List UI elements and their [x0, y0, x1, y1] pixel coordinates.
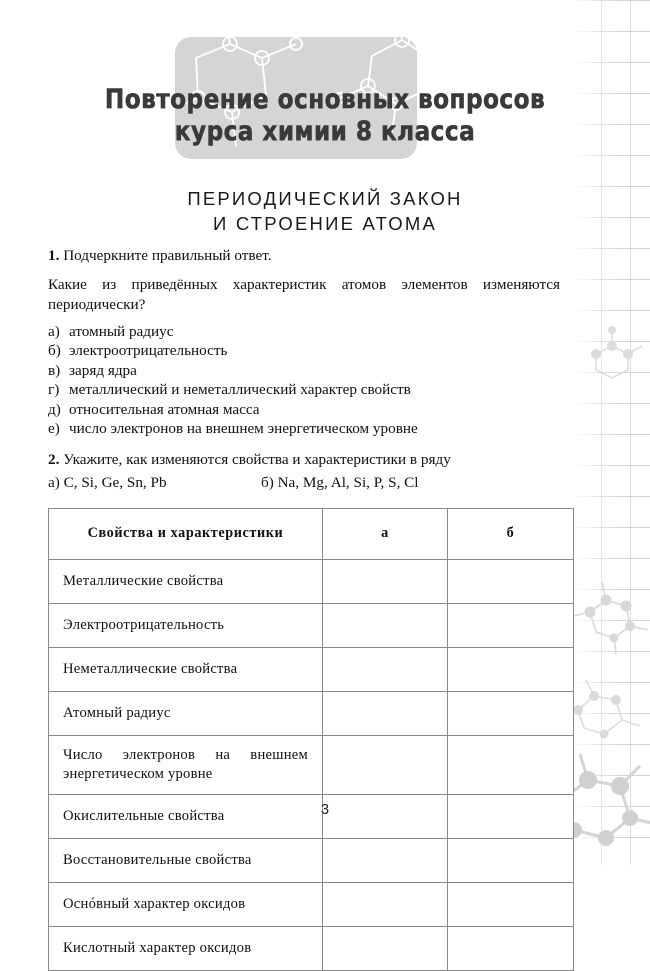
question-1-heading	[48, 246, 560, 267]
cell-answer-b[interactable]	[448, 647, 574, 691]
question-1-instruction: Подчеркните правильный ответ.	[63, 247, 272, 264]
table-header-row	[49, 508, 574, 559]
table-row	[49, 735, 574, 794]
question-1-option-list	[48, 322, 560, 440]
table-body	[49, 559, 574, 970]
list-item[interactable]	[48, 341, 560, 361]
cell-answer-a[interactable]	[323, 603, 448, 647]
list-item[interactable]	[48, 400, 560, 420]
option-label: а)	[48, 322, 60, 340]
cell-property: Металлические свойства	[49, 559, 323, 603]
table-row	[49, 838, 574, 882]
question-2-number: 2.	[48, 451, 60, 469]
cell-answer-b[interactable]	[448, 603, 574, 647]
option-text: металлический и неметаллический характер свойств	[69, 381, 411, 399]
molecule-decoration-icon	[568, 572, 650, 660]
option-label: б)	[48, 342, 61, 360]
cell-property: Число электронов на внешнем энергетическом уровне	[49, 735, 323, 794]
table-row	[49, 559, 574, 603]
series-b-label: б) Na, Mg, Al, Si, P, S, Cl	[261, 473, 419, 491]
question-1-number: 1.	[48, 247, 60, 264]
cell-answer-b[interactable]	[448, 838, 574, 882]
list-item[interactable]	[48, 322, 560, 342]
cell-property: Атомный радиус	[49, 691, 323, 735]
list-item[interactable]	[48, 419, 560, 439]
cell-answer-b[interactable]	[448, 691, 574, 735]
table-row	[49, 603, 574, 647]
cell-answer-a[interactable]	[323, 926, 448, 970]
cell-property: Неметаллические свойства	[49, 647, 323, 691]
page-title	[0, 84, 650, 148]
list-item[interactable]	[48, 380, 560, 400]
cell-property: Электроотрицательность	[49, 603, 323, 647]
option-text: заряд ядра	[69, 361, 137, 379]
question-2-heading	[48, 450, 560, 471]
option-text: электроотрицательность	[69, 342, 228, 360]
cell-answer-a[interactable]	[323, 647, 448, 691]
table-header	[49, 508, 574, 559]
cell-answer-a[interactable]	[323, 838, 448, 882]
option-text: относительная атомная масса	[69, 400, 260, 418]
cell-answer-b[interactable]	[448, 735, 574, 794]
list-item[interactable]	[48, 361, 560, 381]
cell-answer-a[interactable]	[323, 559, 448, 603]
column-header-a: а	[323, 508, 448, 559]
cell-answer-a[interactable]	[323, 691, 448, 735]
cell-property: Кислотный характер оксидов	[49, 926, 323, 970]
page-subtitle-line-2: И СТРОЕНИЕ АТОМА	[213, 213, 437, 234]
option-label: в)	[48, 361, 61, 379]
cell-answer-a[interactable]	[323, 735, 448, 794]
page-subtitle-line-1: ПЕРИОДИЧЕСКИЙ ЗАКОН	[187, 188, 463, 209]
molecule-decoration-icon	[562, 676, 646, 746]
cell-answer-a[interactable]	[323, 882, 448, 926]
series-a-label: а) C, Si, Ge, Sn, Pb	[48, 473, 167, 491]
column-header-property: Свойства и характеристики	[49, 508, 323, 559]
page-title-line-1: Повторение основных вопросов	[104, 84, 546, 115]
question-2-instruction: Укажите, как изменяются свойства и характеристики в ряду	[63, 451, 451, 469]
column-header-b: б	[448, 508, 574, 559]
option-label: е)	[48, 420, 60, 438]
cell-property: Оснóвный характер оксидов	[49, 882, 323, 926]
question-2-series-row	[48, 474, 560, 495]
cell-answer-b[interactable]	[448, 882, 574, 926]
exercise-content	[48, 246, 560, 971]
cell-property: Восстановительные свойства	[49, 838, 323, 882]
option-label: г)	[48, 381, 60, 399]
molecule-decoration-icon	[578, 296, 648, 386]
table-row	[49, 647, 574, 691]
option-text: атомный радиус	[69, 322, 174, 340]
table-row	[49, 926, 574, 970]
option-label: д)	[48, 400, 61, 418]
cell-answer-b[interactable]	[448, 926, 574, 970]
page-number: 3	[320, 802, 330, 818]
cell-property: Окислительные свойства	[49, 794, 323, 838]
page-subtitle	[0, 186, 650, 236]
table-row	[49, 882, 574, 926]
question-2-block	[48, 450, 560, 495]
table-row	[49, 691, 574, 735]
question-1-prompt: Какие из приведённых характеристик атомов элементов изменяются периодически?	[48, 275, 560, 313]
page-title-line-2: курса химии 8 класса	[174, 116, 476, 147]
cell-answer-b[interactable]	[448, 559, 574, 603]
properties-table	[48, 508, 574, 971]
option-text: число электронов на внешнем энергетическом уровне	[69, 420, 418, 438]
